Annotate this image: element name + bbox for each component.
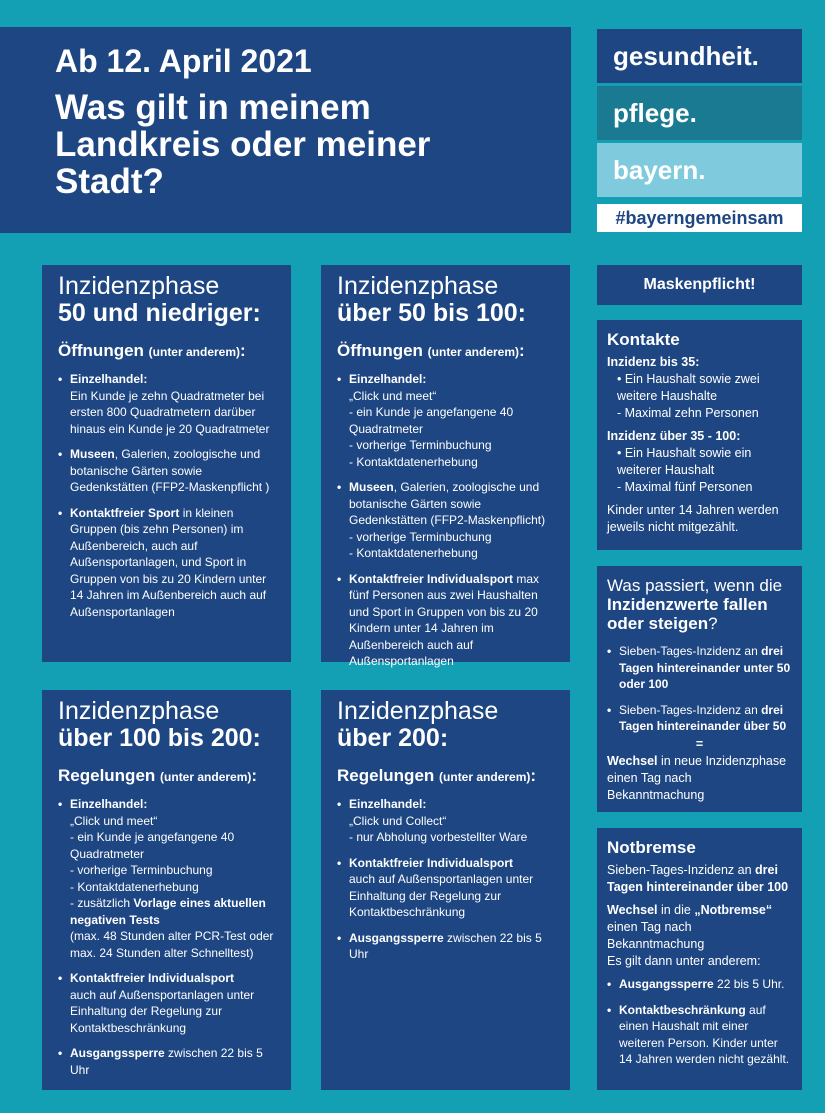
contacts-h1-l1: • Ein Haushalt sowie zwei weitere Haushalte [617, 372, 760, 403]
list-item: • Kontaktfreier Sport in kleinen Gruppen (bis zehn Personen) im Außenbereich, auch auf Außensportanlagen, und Sport in Gruppen von bis zu 20 Kindern unter 14 Jahren im Außenbereich auch auf Außensportanlagen [58, 505, 281, 621]
brand-bayern: bayern. [597, 143, 802, 197]
phase-over-200-panel [321, 690, 570, 1090]
list-item: • Museen, Galerien, zoologische und botanische Gärten sowie Gedenkstätten (FFP2-Maskenpflicht) - vorherige Terminbuchung - Kontaktdatenerhebung [337, 479, 560, 562]
brand-gesundheit: gesundheit. [597, 29, 802, 83]
brake-title: Notbremse [607, 838, 696, 857]
list-item: • Sieben-Tages-Inzidenz an drei Tagen hintereinander unter 50 oder 100 [607, 643, 792, 693]
list-item: • Kontaktbeschränkung auf einen Haushalt mit einer weiteren Person. Kinder unter 14 Jahren werden nicht gezählt. [607, 1002, 792, 1068]
contacts-note: Kinder unter 14 Jahren werden jeweils nicht mitgezählt. [607, 503, 779, 534]
phase-range: über 200: [337, 724, 449, 752]
contacts-title: Kontakte [607, 330, 680, 349]
hashtag: #bayerngemeinsam [597, 204, 802, 232]
list-item: • Kontaktfreier Individualsport auch auf Außensportanlagen unter Einhaltung der Regelung zur Kontaktbeschränkung [58, 970, 281, 1036]
phase-title: Inzidenzphase [337, 697, 499, 725]
phase-200-panel [42, 690, 291, 1090]
list-item: • Einzelhandel: „Click und Collect“ - nur Abholung vorbestellter Ware [337, 796, 560, 846]
phase-100-panel [321, 265, 570, 668]
contacts-h2: Inzidenz über 35 - 100: [607, 429, 741, 443]
section-title: Öffnungen (unter anderem): [58, 341, 246, 360]
contacts-h2-l1: • Ein Haushalt sowie ein weiterer Haushalt [617, 446, 752, 477]
list-item: • Einzelhandel: „Click und meet“ - ein Kunde je angefangene 40 Quadratmeter - vorherige Terminbuchung - Kontaktdatenerhebung - zusätzlich Vorlage eines aktuellen negativen Tests (max. 48 Stunden alter PCR-Test oder max. 24 Stunden alter Schnelltest) [58, 796, 281, 961]
change-panel [597, 566, 802, 812]
header-panel [0, 27, 571, 233]
brand-pflege: pflege. [597, 86, 802, 140]
list-item: • Sieben-Tages-Inzidenz an drei Tagen hintereinander über 50 [607, 702, 792, 735]
header-date: Ab 12. April 2021 [55, 43, 312, 79]
phase-range: über 100 bis 200: [58, 724, 261, 752]
phase-range: 50 und niedriger: [58, 299, 261, 327]
list-item: • Kontaktfreier Individualsport max fünf Personen aus zwei Haushalten und Sport in Gruppen von bis zu 20 Kindern unter 14 Jahren im Außenbereich auch auf Außensportanlagen [337, 571, 560, 670]
contacts-h2-l2: - Maximal fünf Personen [617, 480, 753, 494]
section-title: Regelungen (unter anderem): [58, 766, 258, 785]
phase-title: Inzidenzphase [337, 272, 499, 300]
phase-range: über 50 bis 100: [337, 299, 526, 327]
list-item: • Ausgangssperre zwischen 22 bis 5 Uhr [58, 1045, 281, 1078]
list-item: • Museen, Galerien, zoologische und botanische Gärten sowie Gedenkstätten (FFP2-Maskenpflicht ) [58, 446, 281, 496]
section-title: Öffnungen (unter anderem): [337, 341, 525, 360]
phase-50-panel [42, 265, 291, 662]
list-item: • Kontaktfreier Individualsport auch auf Außensportanlagen unter Einhaltung der Regelung zur Kontaktbeschränkung [337, 855, 560, 921]
list-item: • Einzelhandel: „Click und meet“ - ein Kunde je angefangene 40 Quadratmeter - vorherige Terminbuchung - Kontaktdatenerhebung [337, 371, 560, 470]
equals-sign: = [695, 736, 704, 751]
contacts-panel [597, 320, 802, 550]
list-item: • Einzelhandel: Ein Kunde je zehn Quadratmeter bei ersten 800 Quadratmetern darüber hinaus ein Kunde je 20 Quadratmeter [58, 371, 281, 437]
change-result: Wechsel in neue Inzidenzphase einen Tag nach Bekanntmachung [607, 753, 787, 802]
brake-p3: Es gilt dann unter anderem: [607, 954, 761, 968]
brake-p2: Wechsel in die „Notbremse“ einen Tag nach Bekanntmachung [607, 903, 773, 951]
list-item: • Ausgangssperre 22 bis 5 Uhr. [607, 976, 792, 993]
emergency-brake-panel [597, 828, 802, 1090]
mask-banner: Maskenpflicht! [597, 265, 802, 305]
list-item: • Ausgangssperre zwischen 22 bis 5 Uhr [337, 930, 560, 963]
section-title: Regelungen (unter anderem): [337, 766, 537, 785]
brake-p1: Sieben-Tages-Inzidenz an drei Tagen hintereinander über 100 [607, 863, 789, 894]
change-title: Was passiert, wenn die Inzidenzwerte fallen oder steigen? [607, 576, 783, 633]
phase-title: Inzidenzphase [58, 272, 220, 300]
header-question: Was gilt in meinem Landkreis oder meiner Stadt? [55, 88, 431, 201]
phase-title: Inzidenzphase [58, 697, 220, 725]
contacts-h1-l2: - Maximal zehn Personen [617, 406, 759, 420]
contacts-h1: Inzidenz bis 35: [607, 355, 700, 369]
